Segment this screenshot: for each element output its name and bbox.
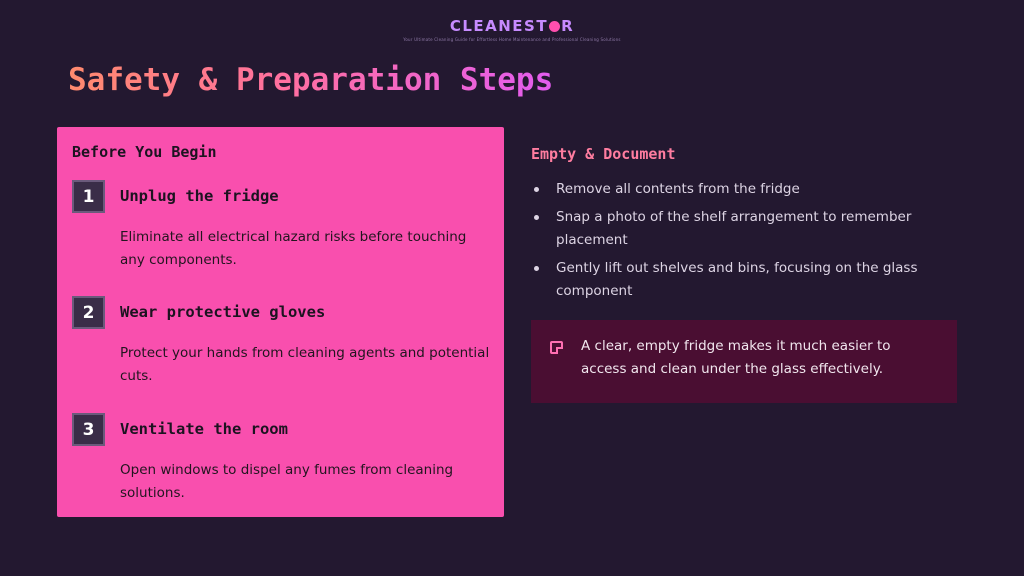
list-item: Snap a photo of the shelf arrangement to remember placement <box>531 206 951 253</box>
step-description: Protect your hands from cleaning agents and potential cuts. <box>120 345 490 384</box>
list-item: Remove all contents from the fridge <box>531 178 951 202</box>
panel-heading: Before You Begin <box>72 143 217 161</box>
before-you-begin-panel <box>57 127 504 517</box>
list-item: Gently lift out shelves and bins, focusing on the glass component <box>531 257 951 304</box>
step-description: Eliminate all electrical hazard risks before touching any components. <box>120 229 467 268</box>
note-icon <box>550 341 563 354</box>
tip-text: A clear, empty fridge makes it much easier to access and clean under the glass effectively. <box>581 338 891 377</box>
step-number-badge: 3 <box>72 413 105 446</box>
brand-name <box>450 17 574 35</box>
tip-callout <box>531 320 957 403</box>
brand-o-mark <box>549 21 560 32</box>
empty-and-document-heading: Empty & Document <box>531 145 676 163</box>
step-description: Open windows to dispel any fumes from cleaning solutions. <box>120 462 454 501</box>
step-title: Unplug the fridge <box>120 187 279 205</box>
step-title: Ventilate the room <box>120 420 288 438</box>
brand-tagline: Your Ultimate Cleaning Guide for Effortless Home Maintenance and Professional Cleaning Solutions <box>403 37 621 42</box>
step-title: Wear protective gloves <box>120 303 326 321</box>
brand-name-part: CLEANEST <box>449 17 549 35</box>
step-number-badge: 2 <box>72 296 105 329</box>
brand-name-part: R <box>561 17 575 35</box>
brand-logo <box>0 16 1024 42</box>
preparation-bullet-list <box>531 178 951 308</box>
step-number-badge: 1 <box>72 180 105 213</box>
page-title: Safety & Preparation Steps <box>68 62 554 98</box>
